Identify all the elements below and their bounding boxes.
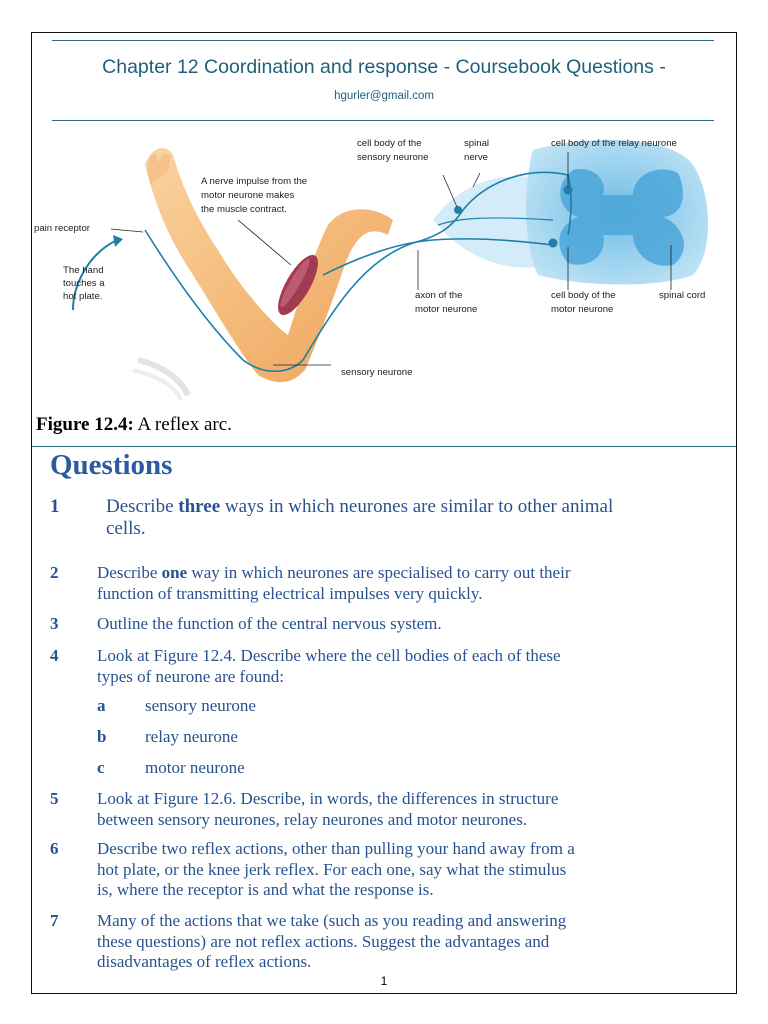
label-hand-touch-2: touches a (63, 278, 105, 289)
label-sensory-neurone: sensory neurone (341, 367, 413, 378)
header-bottom-rule (52, 120, 714, 121)
label-spinal-cord: spinal cord (659, 290, 706, 301)
question-text: Describe two reflex actions, other than pulling your hand away from a hot plate, or the knee jerk reflex. For each one, say what the stimulus is, where the receptor is and what the response is. (97, 839, 575, 899)
spinal-cord (526, 140, 708, 285)
question-text: sensory neurone (145, 696, 256, 715)
question-3 (50, 614, 710, 636)
question-6 (50, 839, 710, 903)
question-number: 2 (50, 563, 59, 582)
question-2 (50, 563, 710, 607)
question-number: 7 (50, 911, 59, 930)
figure-caption (36, 414, 232, 436)
author-email: hgurler@gmail.com (334, 90, 434, 102)
label-cell-body-sensory-2: sensory neurone (357, 152, 429, 163)
header-top-rule (52, 40, 714, 41)
question-letter: c (97, 758, 105, 777)
label-spinal-nerve-2: nerve (464, 152, 488, 163)
label-axon-motor-1: axon of the (415, 290, 463, 301)
label-hand-touch-1: The hand (63, 265, 104, 276)
question-text: Many of the actions that we take (such as you reading and answering these questions) are not reflex actions. Suggest the advantages and disadvantages of reflex actions. (97, 911, 567, 971)
question-5 (50, 789, 710, 833)
question-4 (50, 646, 710, 690)
label-impulse-3: the muscle contract. (201, 204, 287, 215)
question-number: 1 (50, 496, 60, 517)
question-text: Look at Figure 12.6. Describe, in words, the differences in structure between sensory neurones, relay neurones and motor neurones. (97, 789, 559, 829)
label-pain-receptor: pain receptor (34, 223, 90, 234)
label-axon-motor-2: motor neurone (415, 304, 478, 315)
question-text: motor neurone (145, 758, 245, 777)
questions-rule (32, 446, 736, 447)
label-spinal-nerve-1: spinal (464, 138, 490, 149)
caption-text: A reflex arc. (133, 414, 232, 435)
question-text: Describe three ways in which neurones are similar to other animal cells. (106, 496, 614, 539)
label-cell-body-relay: cell body of the relay neurone (551, 138, 677, 149)
question-1 (50, 496, 710, 544)
question-letter: b (97, 727, 107, 746)
caption-label: Figure 12.4: (36, 414, 134, 435)
document-title: Chapter 12 Coordination and response - Coursebook Questions - (102, 56, 666, 78)
sensory-cell-body (454, 206, 462, 214)
question-4a (97, 696, 497, 718)
reflex-arc-figure (33, 125, 735, 405)
label-hand-touch-3: hot plate. (63, 291, 103, 302)
label-cell-body-motor-2: motor neurone (551, 304, 614, 315)
question-text: Outline the function of the central nervous system. (97, 614, 442, 633)
label-impulse-1: A nerve impulse from the (201, 176, 308, 187)
question-4c (97, 758, 497, 780)
question-number: 5 (50, 789, 59, 808)
question-number: 4 (50, 646, 59, 665)
question-4b (97, 727, 497, 749)
label-cell-body-sensory-1: cell body of the (357, 138, 422, 149)
question-text: Describe one way in which neurones are specialised to carry out their function of transmitting electrical impulses very quickly. (97, 563, 571, 603)
question-text: relay neurone (145, 727, 238, 746)
page-number: 1 (380, 974, 388, 988)
questions-heading: Questions (50, 449, 173, 481)
motor-cell-body (549, 239, 558, 248)
question-letter: a (97, 696, 106, 715)
question-7 (50, 911, 710, 975)
question-number: 6 (50, 839, 59, 858)
label-impulse-2: motor neurone makes (201, 190, 295, 201)
question-number: 3 (50, 614, 59, 633)
question-text: Look at Figure 12.4. Describe where the cell bodies of each of these types of neurone are found: (97, 646, 561, 686)
label-cell-body-motor-1: cell body of the (551, 290, 616, 301)
hot-plate (138, 360, 188, 395)
